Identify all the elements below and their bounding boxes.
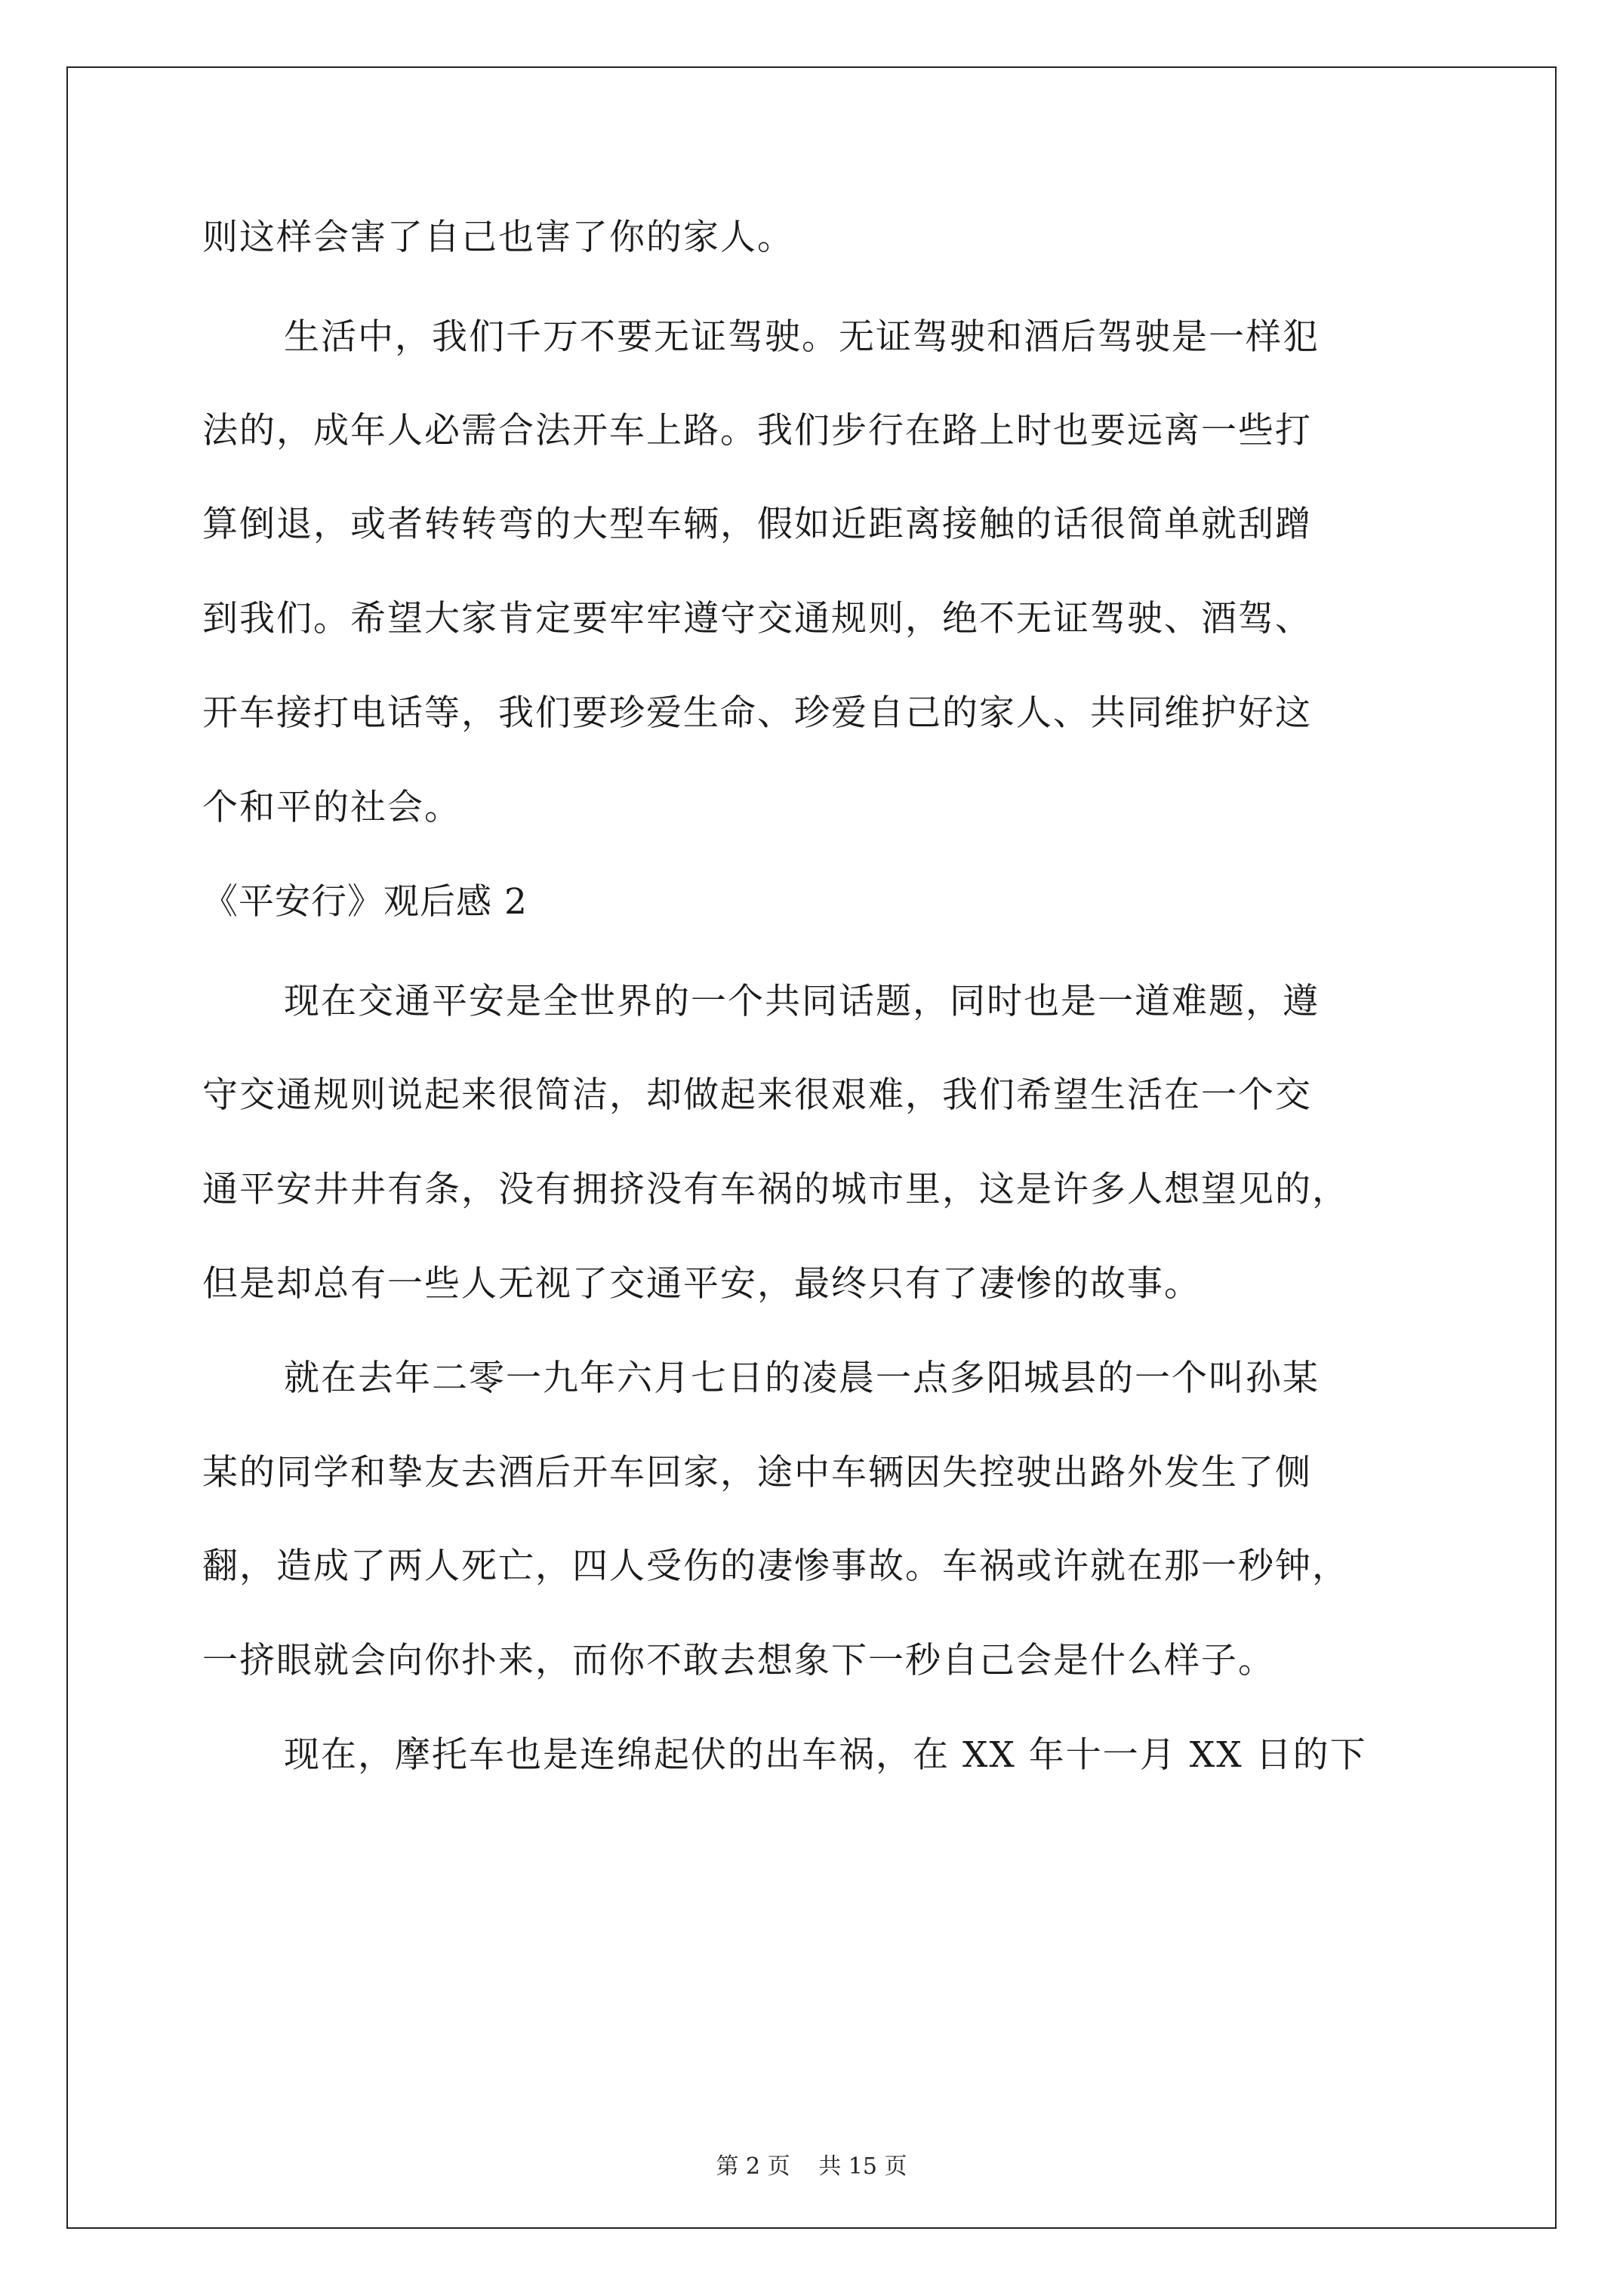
section-heading: 《平安行》观后感 2	[202, 881, 528, 923]
paragraph-line: 到我们。希望大家肯定要牢牢遵守交通规则，绝不无证驾驶、酒驾、	[202, 598, 1312, 639]
paragraph-line: 算倒退，或者转转弯的大型车辆，假如近距离接触的话很简单就刮蹭	[202, 504, 1312, 545]
page-border	[66, 66, 1557, 2229]
page-footer	[0, 2152, 1623, 2182]
paragraph-line: 某的同学和挚友去酒后开车回家，途中车辆因失控驶出路外发生了侧	[202, 1452, 1312, 1493]
paragraph-line: 但是却总有一些人无视了交通平安，最终只有了凄惨的故事。	[202, 1263, 1201, 1305]
paragraph-line: 开车接打电话等，我们要珍爱生命、珍爱自己的家人、共同维护好这	[202, 692, 1312, 734]
page-number: 第 2 页	[716, 2153, 790, 2180]
paragraph-line: 法的，成年人必需合法开车上路。我们步行在路上时也要远离一些打	[202, 410, 1312, 451]
paragraph-line: 守交通规则说起来很简洁，却做起来很艰难，我们希望生活在一个交	[202, 1074, 1312, 1116]
paragraph-line: 就在去年二零一九年六月七日的凌晨一点多阳城县的一个叫孙某	[284, 1358, 1320, 1399]
paragraph-line: 个和平的社会。	[202, 787, 461, 828]
paragraph-line: 通平安井井有条，没有拥挤没有车祸的城市里，这是许多人想望见的，	[202, 1169, 1349, 1210]
paragraph-line: 翻，造成了两人死亡，四人受伤的凄惨事故。车祸或许就在那一秒钟，	[202, 1546, 1349, 1587]
paragraph-line: 现在交通平安是全世界的一个共同话题，同时也是一道难题，遵	[284, 981, 1320, 1022]
paragraph-line: 一挤眼就会向你扑来，而你不敢去想象下一秒自己会是什么样子。	[202, 1640, 1275, 1681]
paragraph-line: 则这样会害了自己也害了你的家人。	[202, 217, 794, 258]
paragraph-line: 生活中，我们千万不要无证驾驶。无证驾驶和酒后驾驶是一样犯	[284, 316, 1320, 358]
page-total: 共 15 页	[818, 2153, 907, 2180]
paragraph-line: 现在，摩托车也是连绵起伏的出车祸，在 XX 年十一月 XX 日的下	[284, 1734, 1367, 1776]
